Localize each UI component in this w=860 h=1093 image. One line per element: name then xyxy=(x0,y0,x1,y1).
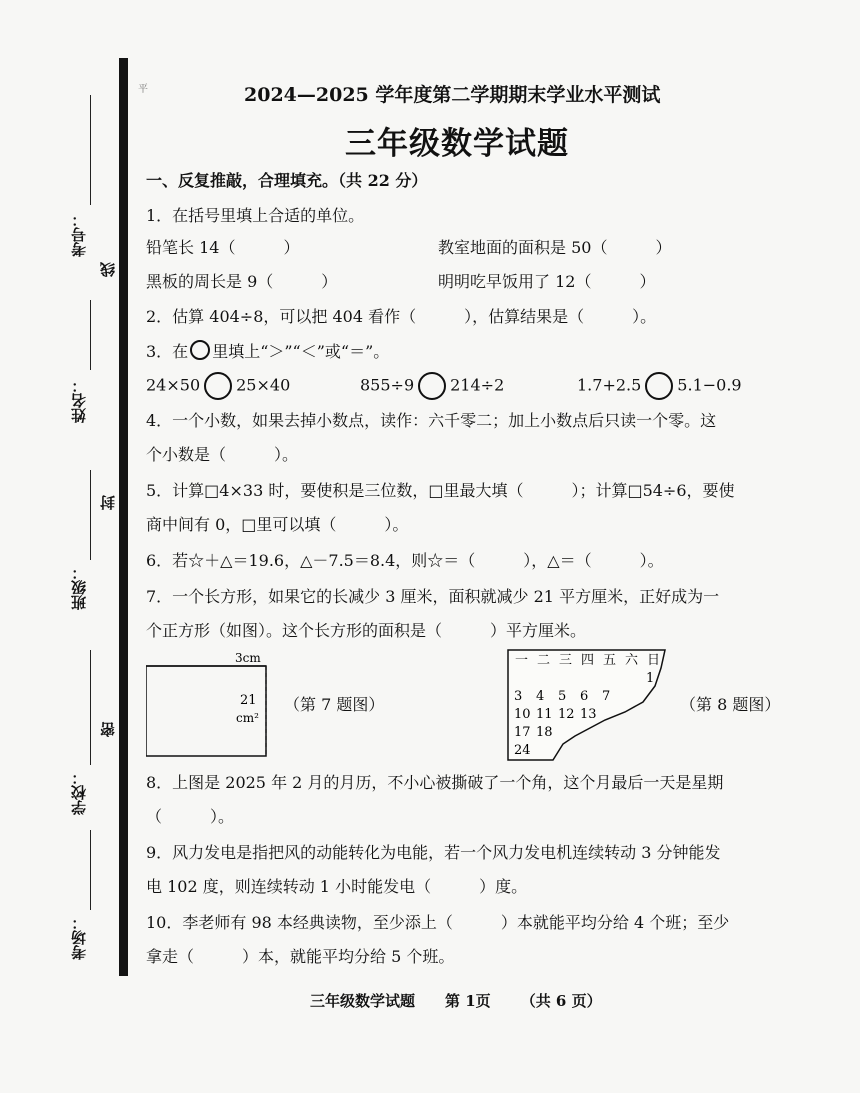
calendar-day: 17 xyxy=(514,725,531,740)
q3-expr-1 xyxy=(146,372,290,400)
room-label: 考场： xyxy=(70,915,88,960)
calendar-day: 12 xyxy=(558,707,575,722)
room-line xyxy=(90,830,91,910)
q3-expr-3-right: 5.1−0.9 xyxy=(677,375,742,395)
q7-line-2: 个正方形（如图）。这个长方形的面积是（ ）平方厘米。 xyxy=(146,621,587,640)
weekday-label: 二 xyxy=(537,653,551,668)
weekday-label: 一 xyxy=(515,653,529,668)
compare-circle-3 xyxy=(645,372,673,400)
name-line xyxy=(90,300,91,370)
calendar-day: 24 xyxy=(514,743,531,758)
school-label: 学校： xyxy=(70,770,88,815)
calendar-day: 11 xyxy=(536,707,553,722)
q6-text: 6．若☆＋△＝19.6，△－7.5＝8.4，则☆＝（ ），△＝（ ）。 xyxy=(146,551,664,570)
binding-margin xyxy=(0,0,120,1093)
q3-expr-3-left: 1.7+2.5 xyxy=(577,375,642,395)
footer-exam-name: 三年级数学试题 xyxy=(310,992,416,1010)
weekday-label: 四 xyxy=(581,653,595,668)
footer-total-pages: （共 6 页） xyxy=(520,992,602,1010)
fig7-area-unit: cm² xyxy=(236,711,259,725)
calendar-day: 3 xyxy=(514,689,523,704)
q8-caption: （第 8 题图） xyxy=(680,695,781,714)
q1-stem: 1．在括号里填上合适的单位。 xyxy=(146,206,365,225)
q4-line-2: 个小数是（ ）。 xyxy=(146,445,299,464)
calendar-day: 1 xyxy=(646,671,655,686)
calendar-day: 18 xyxy=(536,725,553,740)
calendar-day: 13 xyxy=(580,707,597,722)
secret-mark: 密 xyxy=(99,722,117,737)
fig7-top-label: 3cm xyxy=(235,651,261,665)
q2-text: 2．估算 404÷8，可以把 404 看作（ ），估算结果是（ ）。 xyxy=(146,307,657,326)
q1-item-a: 铅笔长 14（ ） xyxy=(146,238,300,257)
q9-line-2: 电 102 度，则连续转动 1 小时能发电（ ）度。 xyxy=(146,877,528,896)
q4-line-1: 4．一个小数，如果去掉小数点，读作：六千零二；加上小数点后只读一个零。这 xyxy=(146,411,717,430)
q3-expr-3 xyxy=(577,372,742,400)
q3-expr-2 xyxy=(360,372,504,400)
calendar-day: 7 xyxy=(602,689,611,704)
q3-expr-1-left: 24×50 xyxy=(146,375,201,395)
weekday-label: 六 xyxy=(625,653,639,668)
q1-item-d: 明明吃早饭用了 12（ ） xyxy=(438,272,656,291)
name-label: 姓名： xyxy=(70,378,88,423)
fig7-area-value: 21 xyxy=(240,693,257,708)
q3-stem xyxy=(146,340,389,363)
exam-number-label: 考号： xyxy=(70,212,88,257)
q7-line-1: 7．一个长方形，如果它的长减少 3 厘米，面积就减少 21 平方厘米，正好成为一 xyxy=(146,587,720,606)
section-heading: 一、反复推敲，合理填充。（共 22 分） xyxy=(146,171,428,190)
exam-title: 三年级数学试题 xyxy=(345,126,569,162)
seal-mark: 封 xyxy=(99,495,117,510)
weekday-label: 日 xyxy=(647,653,661,668)
q8-line-2: （ ）。 xyxy=(146,807,235,826)
line-mark: 线 xyxy=(99,262,117,277)
q3-expr-2-right: 214÷2 xyxy=(450,375,505,395)
calendar-day: 10 xyxy=(514,707,531,722)
circle-icon xyxy=(190,340,210,360)
corner-mark: 平 xyxy=(138,84,148,95)
q3-stem-post: 里填上“＞”“＜”或“＝”。 xyxy=(212,342,390,361)
binding-bar xyxy=(119,58,128,976)
q9-line-1: 9．风力发电是指把风的动能转化为电能，若一个风力发电机连续转动 3 分钟能发 xyxy=(146,843,721,862)
weekday-label: 五 xyxy=(603,653,617,668)
q5-line-2: 商中间有 0，□里可以填（ ）。 xyxy=(146,515,409,534)
compare-circle-2 xyxy=(418,372,446,400)
q3-stem-pre: 3．在 xyxy=(146,342,189,361)
q10-line-2: 拿走（ ）本，就能平均分给 5 个班。 xyxy=(146,947,455,966)
page-footer xyxy=(310,990,632,1011)
class-line xyxy=(90,470,91,560)
q7-caption: （第 7 题图） xyxy=(284,695,385,714)
calendar-day: 5 xyxy=(558,689,567,704)
compare-circle-1 xyxy=(204,372,232,400)
exam-number-line xyxy=(90,95,91,205)
q5-line-1: 5．计算□4×33 时，要使积是三位数，□里最大填（ ）；计算□54÷6，要使 xyxy=(146,481,735,500)
q10-line-1: 10．李老师有 98 本经典读物，至少添上（ ）本就能平均分给 4 个班；至少 xyxy=(146,913,730,932)
calendar-day: 4 xyxy=(536,689,545,704)
calendar-day: 6 xyxy=(580,689,589,704)
exam-subtitle: 2024—2025 学年度第二学期期末学业水平测试 xyxy=(244,84,661,106)
weekday-label: 三 xyxy=(559,653,573,668)
class-label: 班级： xyxy=(70,565,88,610)
q8-line-1: 8．上图是 2025 年 2 月的月历，不小心被撕破了一个角，这个月最后一天是星期 xyxy=(146,773,724,792)
q1-item-c: 黑板的周长是 9（ ） xyxy=(146,272,338,291)
q3-expr-2-left: 855÷9 xyxy=(360,375,415,395)
q3-expr-1-right: 25×40 xyxy=(236,375,291,395)
footer-page-number: 第 1页 xyxy=(445,992,491,1010)
school-line xyxy=(90,650,91,765)
q1-item-b: 教室地面的面积是 50（ ） xyxy=(438,238,672,257)
